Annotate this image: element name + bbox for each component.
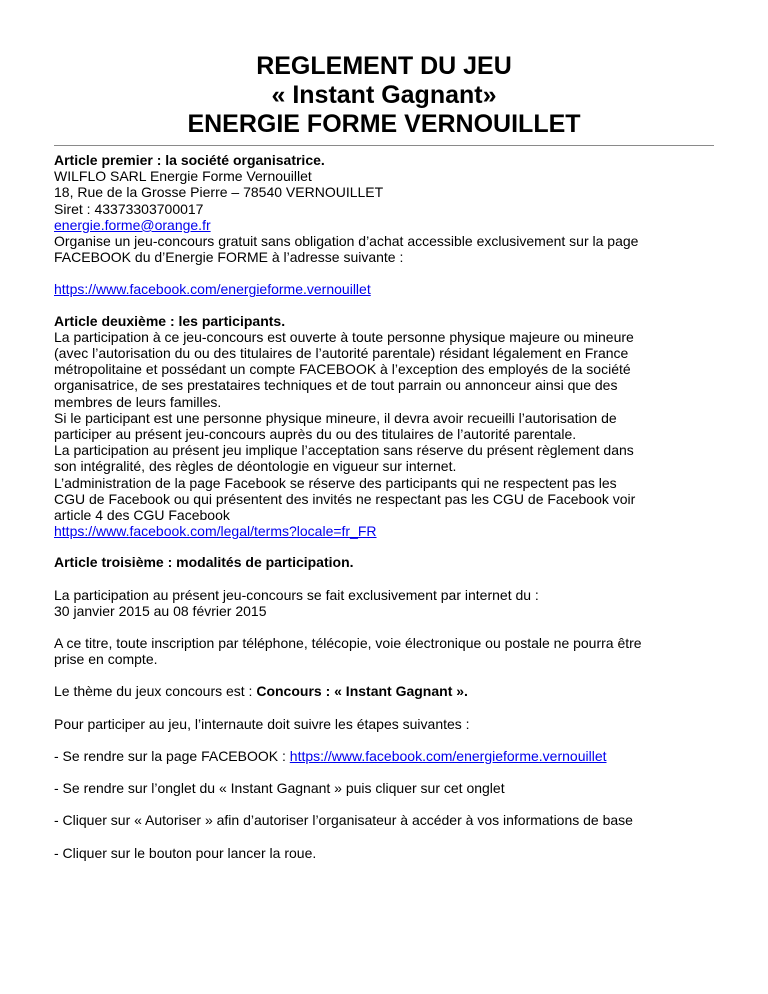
article-2-line: participer au présent jeu-concours auprès du ou des titulaires de l’autorité parentale. — [54, 426, 577, 443]
facebook-page-link[interactable]: https://www.facebook.com/energieforme.vernouillet — [54, 281, 371, 298]
article-2-line: L’administration de la page Facebook se réserve des participants qui ne respectent pas les — [54, 474, 617, 491]
article-2-line: CGU de Facebook ou qui présentent des invités ne respectant pas les CGU de Facebook voir — [54, 490, 636, 507]
article-2-line: Si le participant est une personne physique mineure, il devra avoir recueilli l’autorisation de — [54, 409, 617, 426]
contest-theme — [54, 683, 714, 699]
company-address: 18, Rue de la Grosse Pierre – 78540 VERNOUILLET — [54, 184, 384, 201]
step-2: - Se rendre sur l’onglet du « Instant Gagnant » puis cliquer sur cet onglet — [54, 780, 505, 797]
step-1-facebook-link[interactable]: https://www.facebook.com/energieforme.vernouillet — [289, 747, 607, 764]
document-page — [54, 52, 714, 861]
theme-prefix: Le thème du jeux concours est : — [54, 683, 257, 700]
article-2-line: organisatrice, de ses prestataires techniques et de tout parrain ou annonceur ainsi que des — [54, 377, 618, 394]
article-2-line: (avec l’autorisation du ou des titulaires de l’autorité parentale) résidant légalement en France — [54, 345, 629, 362]
article-1 — [54, 152, 714, 298]
participation-period-line-2: 30 janvier 2015 au 08 février 2015 — [54, 602, 267, 619]
participation-period-line-1: La participation au présent jeu-concours se fait exclusivement par internet du : — [54, 586, 539, 603]
article-2-line: article 4 des CGU Facebook — [54, 507, 230, 524]
email-link[interactable]: energie.forme@orange.fr — [54, 216, 211, 233]
article-3 — [54, 554, 714, 860]
title-divider — [54, 145, 714, 146]
document-body — [54, 152, 714, 861]
step-3: - Cliquer sur « Autoriser » afin d’autoriser l’organisateur à accéder à vos informations de base — [54, 812, 633, 829]
facebook-terms-link[interactable]: https://www.facebook.com/legal/terms?locale=fr_FR — [54, 523, 377, 540]
steps-intro: Pour participer au jeu, l’internaute doit suivre les étapes suivantes : — [54, 715, 470, 732]
article-2 — [54, 313, 714, 540]
exclusion-line-1: A ce titre, toute inscription par téléphone, télécopie, voie électronique ou postale ne pourra être — [54, 635, 642, 652]
article-1-text-2: FACEBOOK du d’Energie FORME à l’adresse suivante : — [54, 249, 404, 266]
article-2-line: La participation au présent jeu implique l’acceptation sans réserve du présent règlement dans — [54, 442, 634, 459]
article-2-heading: Article deuxième : les participants. — [54, 312, 286, 329]
theme-value: Concours : « Instant Gagnant ». — [256, 683, 468, 700]
company-name: WILFLO SARL Energie Forme Vernouillet — [54, 168, 312, 185]
step-1-text: - Se rendre sur la page FACEBOOK : — [54, 747, 290, 764]
article-1-heading: Article premier : la société organisatrice. — [54, 152, 325, 168]
article-3-heading: Article troisième : modalités de participation. — [54, 554, 354, 571]
article-2-line: son intégralité, des règles de déontologie en vigueur sur internet. — [54, 458, 457, 475]
title-line-1: REGLEMENT DU JEU — [256, 52, 512, 80]
company-siret: Siret : 43373303700017 — [54, 200, 204, 217]
article-1-text-1: Organise un jeu-concours gratuit sans obligation d’achat accessible exclusivement sur la page — [54, 233, 639, 250]
document-title — [54, 52, 714, 139]
title-line-3: ENERGIE FORME VERNOUILLET — [187, 110, 581, 138]
article-2-line: membres de leurs familles. — [54, 393, 222, 410]
step-1 — [54, 748, 714, 764]
exclusion-line-2: prise en compte. — [54, 651, 158, 668]
article-2-line: métropolitaine et possédant un compte FACEBOOK à l’exception des employés de la société — [54, 361, 631, 378]
article-2-line: La participation à ce jeu-concours est ouverte à toute personne physique majeure ou mineure — [54, 328, 634, 345]
title-line-2: « Instant Gagnant» — [271, 81, 497, 109]
step-4: - Cliquer sur le bouton pour lancer la roue. — [54, 844, 317, 861]
